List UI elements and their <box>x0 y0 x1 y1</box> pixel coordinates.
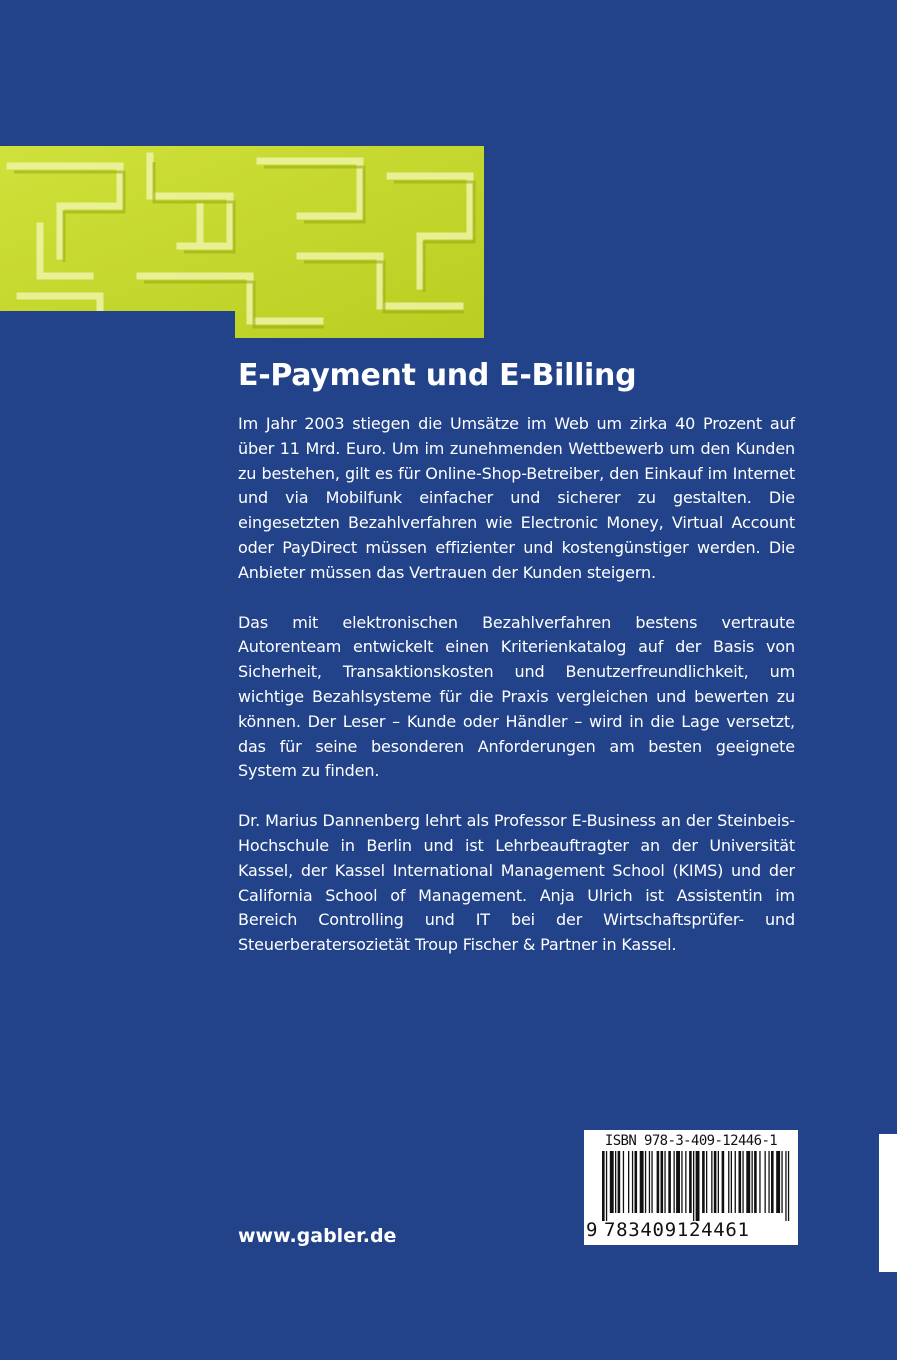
banner-notch <box>0 311 235 338</box>
ean-code-digits: 783409124461 <box>604 1219 750 1241</box>
ean-first-digit: 9 <box>586 1219 598 1241</box>
blurb-body <box>238 412 795 983</box>
blurb-paragraph-authors: Dr. Marius Dannenberg lehrt als Professor E-Business an der Steinbeis-Hochschule in Berlin und ist Lehrbeauftragter an der Universität Kassel, der Kassel International Management School (KIMS) und der California School of Management. Anja Ulrich ist Assistentin im Bereich Controlling und IT bei der Wirtschaftsprüfer- und Steuerberatersozietät Troup Fischer & Partner in Kassel. <box>238 811 795 955</box>
cover-edge-strip <box>879 1134 897 1272</box>
maze-banner-image <box>0 146 484 338</box>
blurb-paragraph-content: Das mit elektronischen Bezahlverfahren bestens vertraute Autorenteam entwickelt einen Kriterienkatalog auf der Basis von Sicherheit, Transaktionskosten und Benutzerfreundlichkeit, um wichtige Bezahlsysteme für die Praxis vergleichen und bewerten zu können. Der Leser – Kunde oder Händler – wird in die Lage versetzt, das für seine besonderen Anforderungen am besten geeignete System zu finden. <box>238 612 795 781</box>
barcode-bars <box>584 1151 798 1221</box>
blurb-paragraph-market: Im Jahr 2003 stiegen die Umsätze im Web um zirka 40 Prozent auf über 11 Mrd. Euro. Um im zunehmenden Wettbewerb um den Kunden zu bestehen, gilt es für Online-Shop-Betreiber, den Einkauf im Internet und via Mobilfunk einfacher und sicherer zu gestalten. Die eingesetzten Bezahlverfahren wie Electronic Money, Virtual Account oder PayDirect müssen effizienter und kostengünstiger werden. Die Anbieter müssen das Vertrauen der Kunden steigern. <box>238 414 795 582</box>
isbn-label: ISBN 978-3-409-12446-1 <box>604 1133 778 1149</box>
isbn-barcode <box>584 1130 798 1245</box>
publisher-website-link[interactable]: www.gabler.de <box>238 1225 397 1247</box>
book-title: E-Payment und E-Billing <box>238 358 637 393</box>
